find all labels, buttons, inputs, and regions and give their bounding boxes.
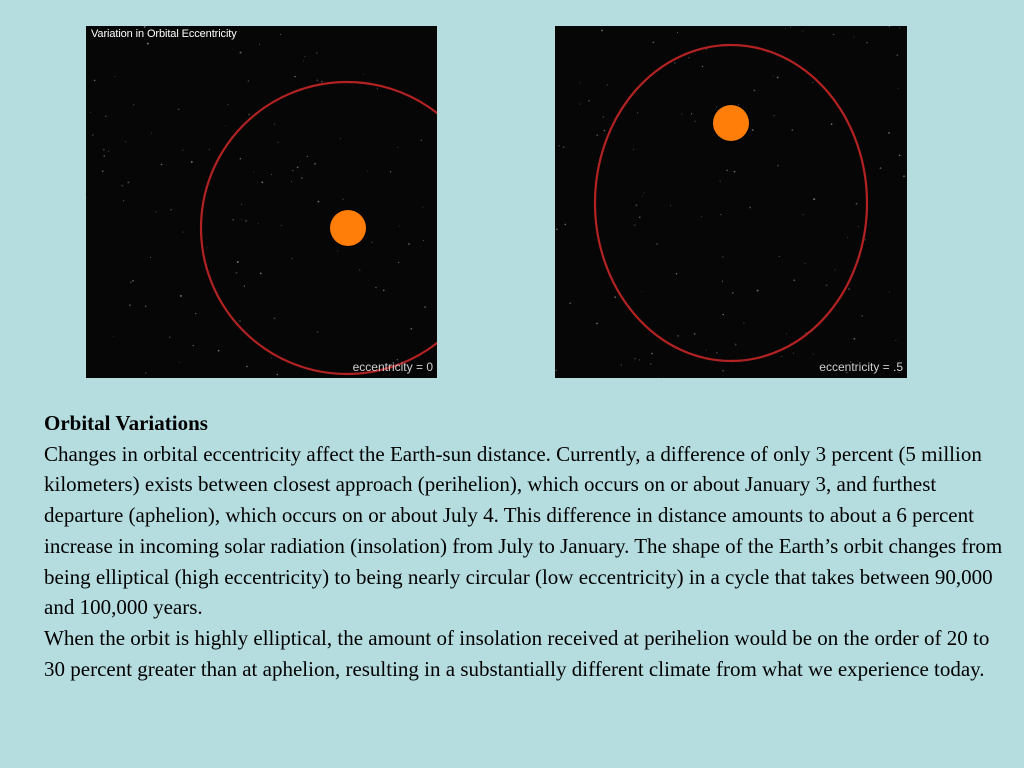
- star-dot: [556, 228, 558, 230]
- star-dot: [343, 199, 344, 200]
- star-dot: [603, 116, 605, 118]
- star-dot: [424, 306, 426, 308]
- star-dot: [694, 121, 696, 123]
- star-dot: [191, 161, 193, 163]
- star-dot: [192, 345, 194, 347]
- star-dot: [183, 232, 184, 233]
- star-dot: [314, 163, 316, 165]
- star-dot: [569, 302, 571, 304]
- star-dot: [858, 226, 859, 227]
- star-dot: [702, 66, 704, 68]
- star-dot: [865, 239, 866, 240]
- star-dot: [423, 240, 424, 241]
- star-dot: [899, 27, 900, 28]
- star-dot: [294, 76, 296, 78]
- star-dot: [888, 132, 890, 134]
- star-dot: [132, 280, 134, 282]
- star-dot: [105, 116, 106, 117]
- star-dot: [701, 216, 702, 217]
- star-dot: [227, 104, 228, 105]
- star-dot: [340, 138, 341, 139]
- star-dot: [676, 273, 677, 274]
- star-dot: [150, 257, 151, 258]
- star-dot: [694, 333, 696, 335]
- star-dot: [848, 288, 850, 290]
- star-dot: [129, 304, 131, 306]
- star-dot: [182, 150, 183, 151]
- star-dot: [304, 56, 305, 57]
- star-dot: [899, 154, 901, 156]
- star-dot: [637, 112, 638, 113]
- star-dot: [236, 272, 238, 274]
- star-dot: [246, 365, 248, 367]
- orbit-panel-elliptical: [555, 26, 907, 378]
- star-dot: [301, 177, 302, 178]
- star-dot: [94, 80, 96, 82]
- star-dot: [377, 88, 378, 89]
- star-dot: [670, 205, 671, 206]
- text-block: [44, 408, 1004, 684]
- star-dot: [316, 52, 317, 53]
- star-dot: [225, 126, 226, 127]
- star-dot: [656, 243, 657, 244]
- star-dot: [651, 353, 653, 355]
- star-dot: [791, 129, 793, 131]
- star-dot: [399, 226, 400, 227]
- star-dot: [151, 133, 152, 134]
- star-dot: [580, 104, 581, 105]
- star-dot: [793, 279, 795, 281]
- star-dot: [650, 363, 651, 364]
- star-dot: [291, 181, 292, 182]
- star-dot: [359, 269, 360, 270]
- star-dot: [195, 313, 196, 314]
- star-dot: [133, 104, 134, 105]
- star-dot: [258, 223, 259, 224]
- star-dot: [253, 172, 254, 173]
- star-dot: [232, 219, 234, 221]
- eccentricity-label-05: eccentricity = .5: [819, 360, 903, 374]
- star-dot: [408, 243, 410, 245]
- star-dot: [889, 292, 890, 293]
- star-dot: [752, 129, 754, 131]
- star-dot: [244, 286, 245, 287]
- star-dot: [383, 290, 384, 291]
- star-dot: [847, 237, 848, 238]
- star-dot: [854, 37, 855, 38]
- star-dot: [743, 322, 744, 323]
- star-dot: [297, 167, 299, 169]
- star-dot: [781, 356, 782, 357]
- star-dot: [757, 290, 759, 292]
- star-dot: [896, 54, 898, 56]
- star-dot: [786, 333, 787, 334]
- star-dot: [722, 256, 723, 257]
- star-field: [86, 26, 426, 375]
- star-dot: [596, 323, 598, 325]
- star-dot: [658, 377, 659, 378]
- star-dot: [108, 151, 109, 152]
- orbit-diagram-elliptical: [555, 26, 907, 378]
- star-dot: [607, 84, 608, 85]
- star-dot: [720, 214, 722, 216]
- star-dot: [556, 370, 558, 372]
- star-dot: [720, 181, 721, 182]
- star-dot: [644, 192, 645, 193]
- star-dot: [180, 295, 182, 297]
- star-dot: [321, 81, 322, 82]
- orbit-diagram-circular: [86, 26, 437, 378]
- star-dot: [291, 258, 292, 259]
- star-dot: [735, 344, 737, 346]
- star-dot: [239, 320, 240, 321]
- star-dot: [813, 198, 815, 200]
- star-dot: [375, 287, 376, 288]
- star-dot: [773, 115, 774, 116]
- paragraph-2: When the orbit is highly elliptical, the amount of insolation received at perihelion would be on the order of 20 to 30 percent greater than at aphelion, resulting in a substantially different climate from what we experience today.: [44, 625, 990, 681]
- orbit-path-circular: [201, 82, 437, 374]
- star-dot: [92, 134, 94, 136]
- star-dot: [114, 76, 115, 77]
- star-dot: [749, 207, 751, 209]
- star-dot: [240, 52, 242, 54]
- star-dot: [207, 247, 208, 248]
- star-dot: [161, 164, 163, 166]
- star-dot: [803, 214, 804, 215]
- star-dot: [793, 353, 794, 354]
- section-heading: Orbital Variations: [44, 411, 208, 435]
- star-dot: [240, 158, 241, 159]
- paragraph-1: Changes in orbital eccentricity affect the Earth-sun distance. Currently, a difference of only 3 percent (5 million kilometers) exists between closest approach (perihelion), which occurs on or about January 3, and furthest departure (aphelion), which occurs on or about July 4. This difference in distance amounts to about a 6 percent increase in incoming solar radiation (insolation) from July to January. The shape of the Earth’s orbit changes from being elliptical (high eccentricity) to being nearly circular (low eccentricity) in a cycle that takes between 90,000 and 100,000 years.: [44, 441, 1003, 620]
- star-dot: [102, 170, 104, 172]
- star-dot: [691, 113, 692, 114]
- star-dot: [674, 62, 676, 64]
- star-dot: [280, 34, 281, 35]
- star-dot: [245, 220, 247, 222]
- star-dot: [579, 82, 580, 83]
- star-dot: [563, 146, 565, 148]
- star-dot: [641, 291, 642, 292]
- star-dot: [398, 262, 399, 263]
- star-field: [556, 26, 905, 378]
- star-dot: [835, 269, 836, 270]
- star-dot: [734, 171, 736, 173]
- star-dot: [722, 370, 724, 372]
- star-dot: [363, 74, 364, 75]
- star-dot: [410, 328, 412, 330]
- star-dot: [790, 26, 791, 27]
- star-dot: [722, 314, 723, 315]
- star-dot: [261, 181, 263, 183]
- star-dot: [853, 338, 855, 340]
- star-dot: [209, 149, 210, 150]
- star-dot: [738, 104, 739, 105]
- star-dot: [895, 340, 896, 341]
- star-dot: [706, 350, 707, 351]
- star-dot: [856, 203, 858, 205]
- star-dot: [90, 112, 91, 113]
- star-dot: [779, 256, 780, 257]
- star-dot: [813, 354, 814, 355]
- star-dot: [121, 185, 123, 187]
- star-dot: [803, 31, 804, 32]
- star-dot: [178, 108, 180, 110]
- star-dot: [653, 42, 655, 44]
- star-dot: [833, 34, 834, 35]
- orbit-path-elliptical: [595, 45, 867, 361]
- star-dot: [588, 100, 590, 102]
- star-dot: [903, 175, 905, 177]
- star-dot: [259, 44, 260, 45]
- star-dot: [722, 281, 723, 282]
- star-dot: [422, 207, 423, 208]
- star-dot: [147, 43, 149, 45]
- star-dot: [248, 114, 250, 116]
- star-dot: [127, 181, 129, 183]
- star-dot: [706, 49, 707, 50]
- star-dot: [642, 196, 643, 197]
- star-dot: [688, 57, 689, 58]
- star-dot: [677, 335, 679, 337]
- star-dot: [86, 197, 87, 198]
- star-dot: [145, 305, 146, 306]
- star-dot: [237, 261, 239, 263]
- star-dot: [179, 362, 180, 363]
- star-dot: [303, 61, 304, 62]
- star-dot: [390, 171, 391, 172]
- diagram-title: Variation in Orbital Eccentricity: [91, 28, 237, 40]
- star-dot: [421, 140, 422, 141]
- star-dot: [337, 250, 338, 251]
- star-dot: [271, 358, 272, 359]
- star-dot: [621, 365, 622, 366]
- star-dot: [813, 82, 814, 83]
- sun-icon: [713, 105, 749, 141]
- star-dot: [777, 165, 779, 167]
- star-dot: [716, 352, 718, 354]
- star-dot: [300, 161, 301, 162]
- star-dot: [633, 149, 634, 150]
- star-dot: [614, 296, 616, 298]
- star-dot: [889, 26, 890, 27]
- star-dot: [218, 350, 220, 352]
- star-dot: [113, 336, 114, 337]
- star-dot: [317, 201, 319, 203]
- star-dot: [564, 224, 566, 226]
- star-dot: [777, 77, 779, 79]
- star-dot: [125, 141, 126, 142]
- star-dot: [726, 170, 727, 171]
- star-dot: [604, 130, 606, 132]
- star-dot: [292, 170, 293, 171]
- star-dot: [634, 358, 635, 359]
- star-dot: [732, 292, 734, 294]
- star-dot: [639, 216, 641, 218]
- star-dot: [241, 204, 242, 205]
- star-dot: [156, 211, 157, 212]
- star-dot: [754, 90, 756, 92]
- star-dot: [241, 219, 242, 220]
- star-dot: [260, 273, 262, 275]
- star-dot: [104, 155, 105, 156]
- star-dot: [861, 315, 862, 316]
- star-dot: [130, 281, 132, 283]
- star-dot: [898, 88, 899, 89]
- star-dot: [397, 147, 398, 148]
- star-dot: [634, 224, 636, 226]
- star-dot: [169, 337, 170, 338]
- orbit-panel-circular: [86, 26, 437, 378]
- star-dot: [558, 145, 560, 147]
- star-dot: [367, 171, 368, 172]
- star-dot: [677, 32, 678, 33]
- star-dot: [597, 135, 598, 136]
- star-dot: [785, 28, 786, 29]
- star-dot: [317, 332, 318, 333]
- star-dot: [281, 225, 282, 226]
- star-dot: [103, 149, 104, 150]
- sun-icon: [330, 210, 366, 246]
- star-dot: [274, 124, 275, 125]
- star-dot: [277, 374, 279, 376]
- star-dot: [635, 204, 637, 206]
- star-dot: [307, 156, 308, 157]
- star-dot: [773, 76, 774, 77]
- star-dot: [316, 79, 318, 81]
- star-dot: [248, 80, 249, 81]
- star-dot: [639, 359, 640, 360]
- star-dot: [716, 106, 717, 107]
- star-dot: [145, 372, 146, 373]
- star-dot: [681, 114, 682, 115]
- star-dot: [805, 263, 806, 264]
- star-dot: [271, 174, 272, 175]
- star-dot: [866, 42, 868, 44]
- star-dot: [371, 241, 372, 242]
- star-dot: [274, 317, 276, 319]
- star-dot: [826, 284, 828, 286]
- star-dot: [123, 200, 124, 201]
- star-dot: [170, 209, 171, 210]
- eccentricity-label-0: eccentricity = 0: [352, 360, 433, 374]
- star-dot: [880, 167, 882, 169]
- star-dot: [278, 142, 279, 143]
- star-dot: [831, 123, 833, 125]
- star-dot: [601, 30, 603, 32]
